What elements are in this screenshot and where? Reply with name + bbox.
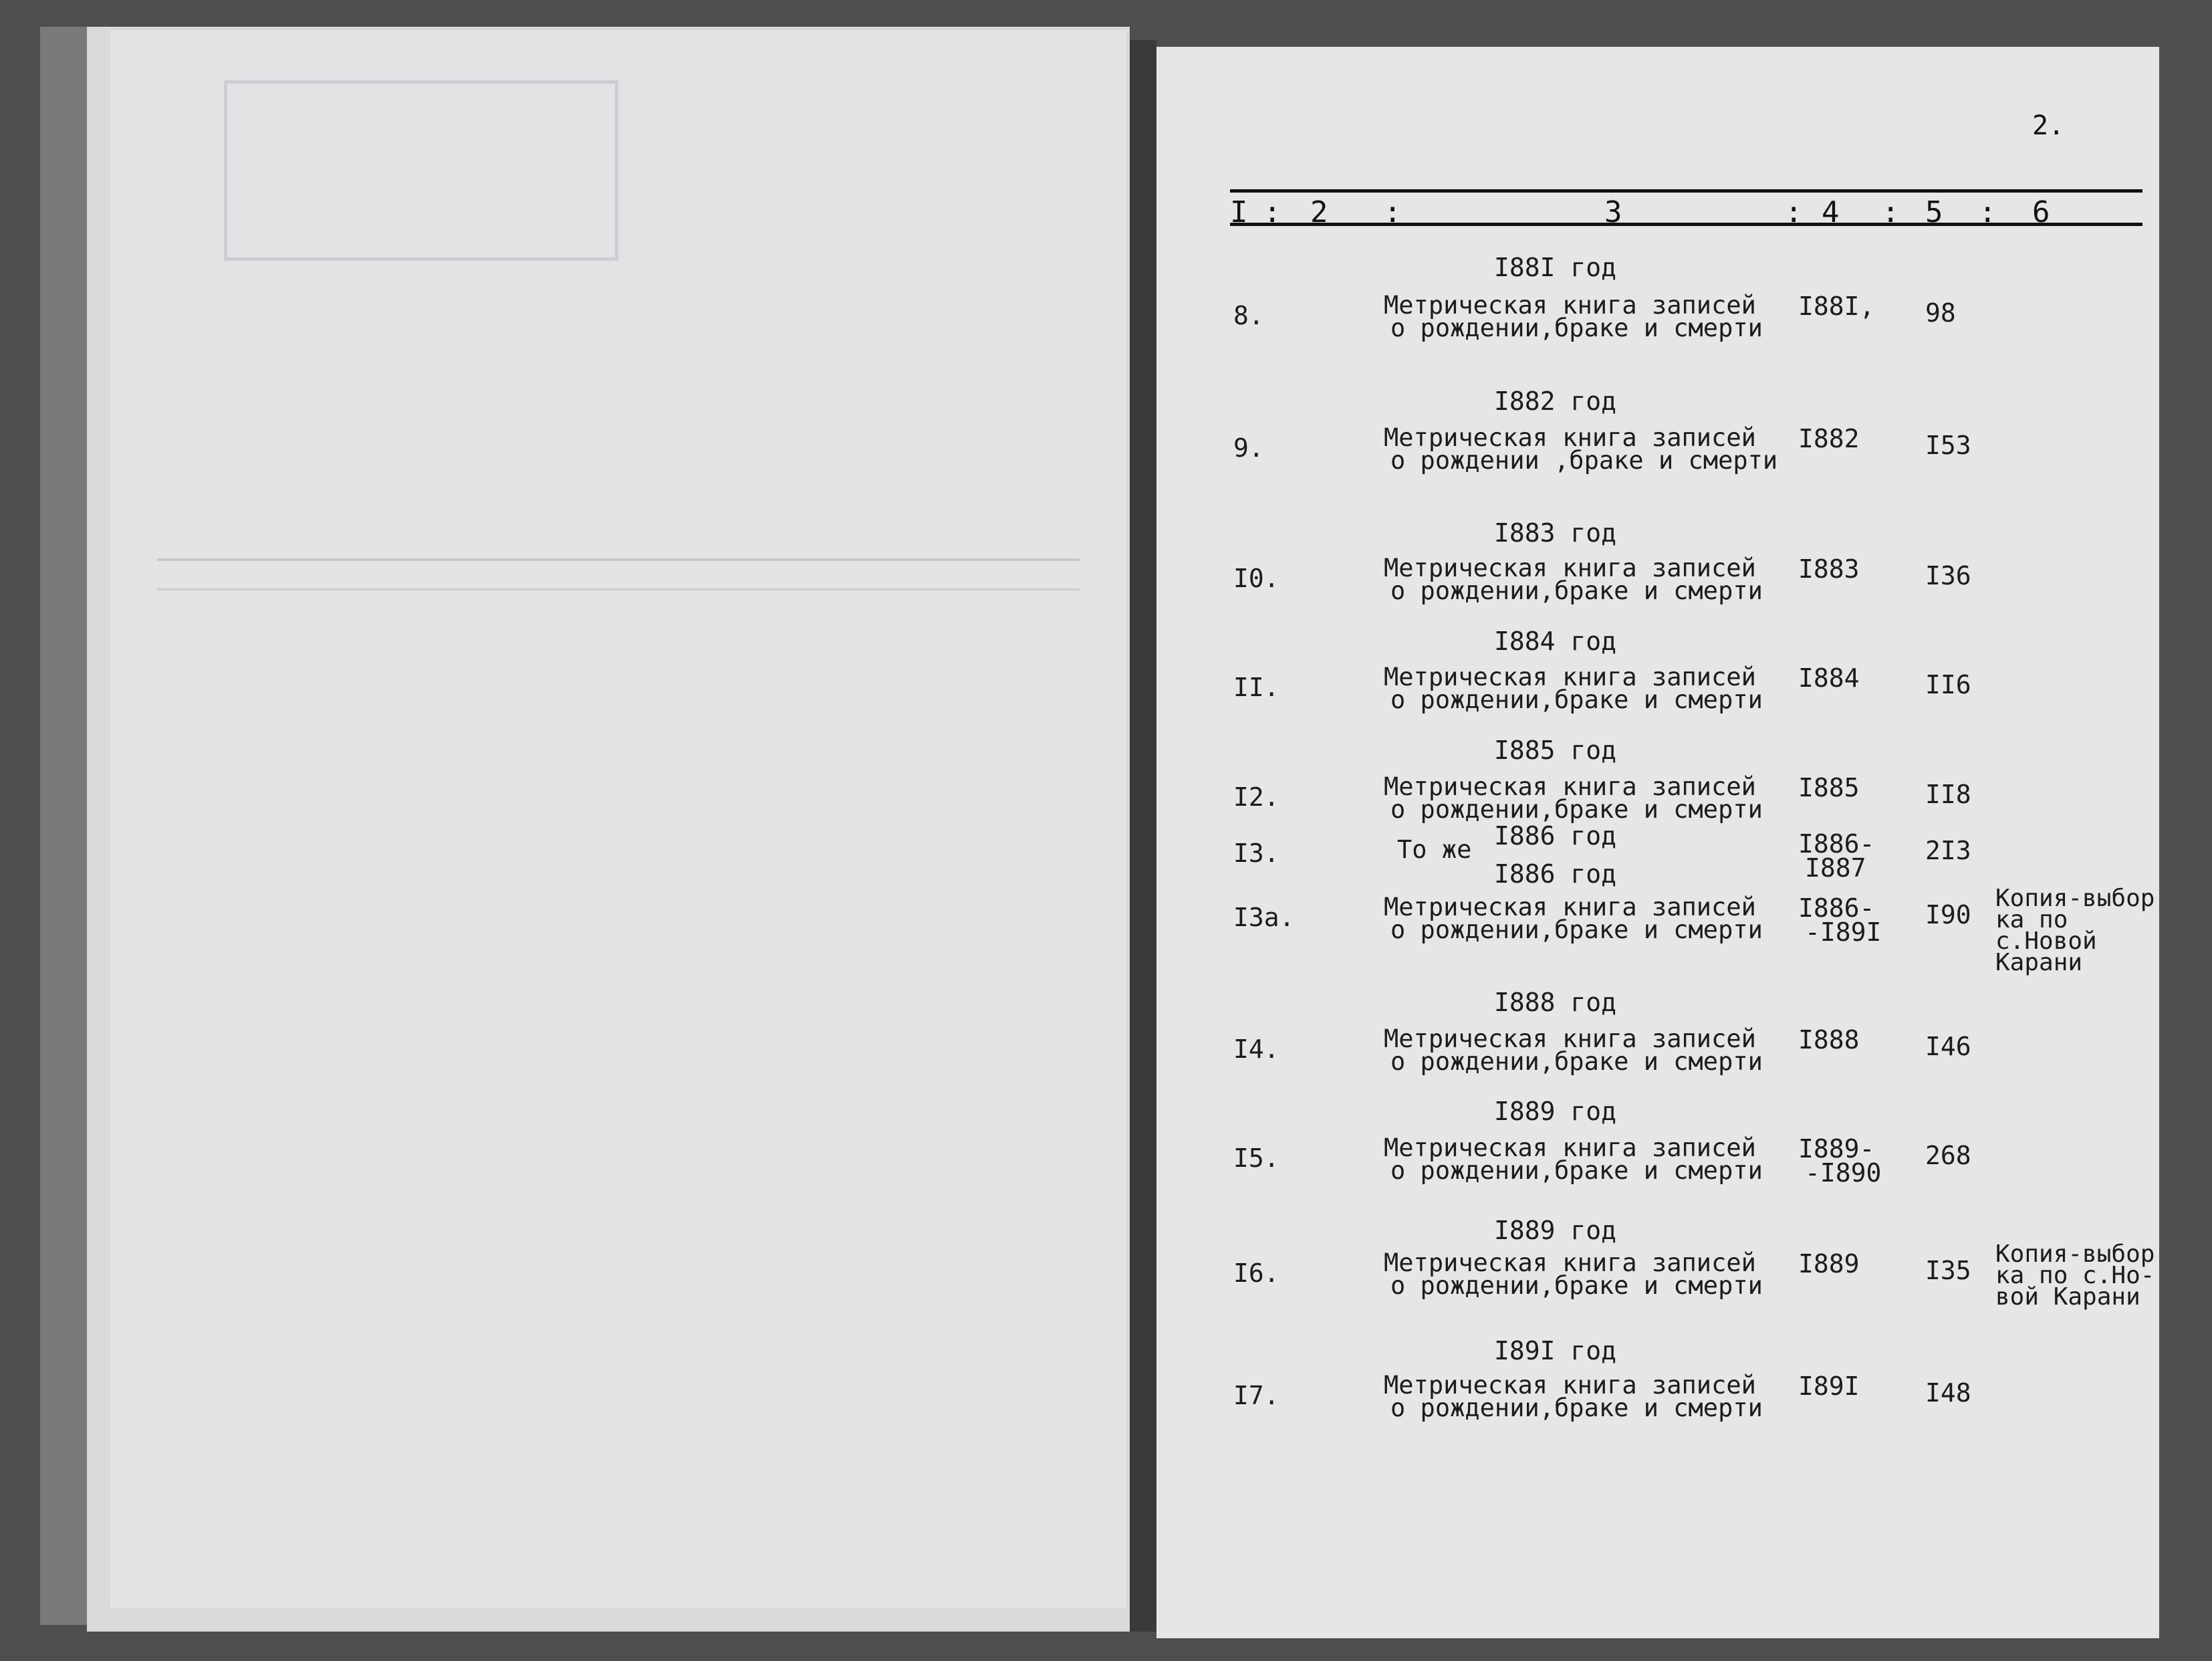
- entry-note: Копия-выбор ка по с.Но- вой Карани: [1995, 1240, 2155, 1311]
- entry-dates: I889-: [1798, 1134, 1875, 1164]
- entry-description-line: Метрическая книга записей: [1384, 893, 1756, 921]
- entry-dates: I888: [1798, 1025, 1860, 1055]
- entry-description-line: Метрическая книга записей: [1384, 663, 1756, 691]
- entry-number: II.: [1233, 673, 1279, 702]
- entry-number: I5.: [1233, 1143, 1279, 1173]
- entry-dates: -I89I: [1805, 917, 1882, 947]
- year-heading: I884 год: [1494, 627, 1617, 656]
- entry-description-line: о рождении,браке и смерти: [1390, 685, 1763, 714]
- entry-sheet-count: I36: [1925, 561, 1971, 590]
- entry-description-line: о рождении,браке и смерти: [1390, 1047, 1763, 1076]
- entry-description-line: Метрическая книга записей: [1384, 772, 1756, 801]
- entry-description-line: о рождении,браке и смерти: [1390, 1156, 1763, 1185]
- column-separator: :: [1263, 195, 1281, 229]
- page-number: 2.: [2032, 110, 2065, 141]
- year-heading: I886 год: [1494, 859, 1617, 889]
- entry-description-line: о рождении,браке и смерти: [1390, 795, 1763, 824]
- column-number: 5: [1925, 195, 1943, 229]
- entry-sheet-count: 2I3: [1925, 836, 1971, 865]
- bleed-through-stamp: [224, 80, 618, 261]
- entry-description-line: о рождении,браке и смерти: [1390, 1271, 1763, 1300]
- entry-dates: I886-: [1798, 893, 1875, 923]
- entry-description-line: Метрическая книга записей: [1384, 423, 1756, 452]
- entry-description-line: Метрическая книга записей: [1384, 554, 1756, 582]
- entry-sheet-count: 268: [1925, 1141, 1971, 1170]
- entry-number: I0.: [1233, 564, 1279, 593]
- year-heading: I889 год: [1494, 1216, 1617, 1245]
- entry-sheet-count: I53: [1925, 431, 1971, 460]
- entry-sheet-count: II6: [1925, 670, 1971, 699]
- book-spine: [1130, 40, 1156, 1632]
- year-heading: I88I год: [1494, 253, 1617, 282]
- year-heading: I889 год: [1494, 1097, 1617, 1126]
- entry-number: 9.: [1233, 433, 1264, 463]
- entry-description-line: Метрическая книга записей: [1384, 1133, 1756, 1162]
- entry-number: 8.: [1233, 301, 1264, 330]
- entry-dates: I883: [1798, 554, 1860, 584]
- entry-sheet-count: 98: [1925, 298, 1956, 328]
- column-separator: :: [1882, 195, 1900, 229]
- header-bottom-rule: [1230, 223, 2142, 226]
- entry-number: I3а.: [1233, 903, 1295, 932]
- entry-dates: I889: [1798, 1249, 1860, 1279]
- entry-sheet-count: I48: [1925, 1378, 1971, 1408]
- column-separator: :: [1979, 195, 1997, 229]
- year-heading: I888 год: [1494, 988, 1617, 1017]
- year-heading: I89I год: [1494, 1336, 1617, 1365]
- column-number: 2: [1310, 195, 1328, 229]
- entry-description-line: о рождении,браке и смерти: [1390, 576, 1763, 605]
- entry-description-line: о рождении,браке и смерти: [1390, 1394, 1763, 1422]
- entry-dates: -I890: [1805, 1158, 1882, 1188]
- year-heading: I883 год: [1494, 518, 1617, 548]
- entry-dates: I884: [1798, 663, 1860, 693]
- entry-description-line: Метрическая книга записей: [1384, 1248, 1756, 1277]
- column-number: 6: [2032, 195, 2050, 229]
- entry-description-line: о рождении ,браке и смерти: [1390, 446, 1778, 475]
- entry-sheet-count: II8: [1925, 780, 1971, 809]
- bleed-through-rule: [157, 588, 1080, 590]
- entry-dates: I89I: [1798, 1371, 1860, 1401]
- entry-number: I4.: [1233, 1034, 1279, 1064]
- header-top-rule: [1230, 189, 2142, 193]
- entry-description-line: о рождении,браке и смерти: [1390, 915, 1763, 944]
- entry-dates: I887: [1805, 853, 1866, 883]
- column-number: 3: [1604, 195, 1622, 229]
- entry-description: То же: [1397, 835, 1472, 864]
- entry-dates: I882: [1798, 424, 1860, 453]
- column-separator: :: [1785, 195, 1803, 229]
- entry-sheet-count: I90: [1925, 900, 1971, 929]
- year-heading: I885 год: [1494, 736, 1617, 765]
- entry-description-line: Метрическая книга записей: [1384, 1371, 1756, 1400]
- entry-note: Копия-выбор ка по с.Новой Карани: [1995, 885, 2155, 976]
- entry-description-line: Метрическая книга записей: [1384, 291, 1756, 320]
- book-edge: [40, 27, 87, 1625]
- entry-number: I6.: [1233, 1258, 1279, 1288]
- entry-dates: I885: [1798, 773, 1860, 802]
- entry-number: I7.: [1233, 1381, 1279, 1410]
- entry-sheet-count: I35: [1925, 1256, 1971, 1285]
- entry-dates: I886-: [1798, 829, 1875, 859]
- entry-number: I3.: [1233, 839, 1279, 868]
- left-page-surface: [110, 30, 1126, 1608]
- column-number: I: [1230, 195, 1248, 229]
- bleed-through-rule: [157, 558, 1080, 561]
- year-heading: I882 год: [1494, 386, 1617, 416]
- entry-description-line: о рождении,браке и смерти: [1390, 314, 1763, 342]
- year-heading: I886 год: [1494, 821, 1617, 851]
- entry-number: I2.: [1233, 782, 1279, 812]
- column-separator: :: [1384, 195, 1402, 229]
- entry-dates: I88I,: [1798, 292, 1875, 321]
- entry-description-line: Метрическая книга записей: [1384, 1024, 1756, 1053]
- entry-sheet-count: I46: [1925, 1032, 1971, 1061]
- column-number: 4: [1822, 195, 1840, 229]
